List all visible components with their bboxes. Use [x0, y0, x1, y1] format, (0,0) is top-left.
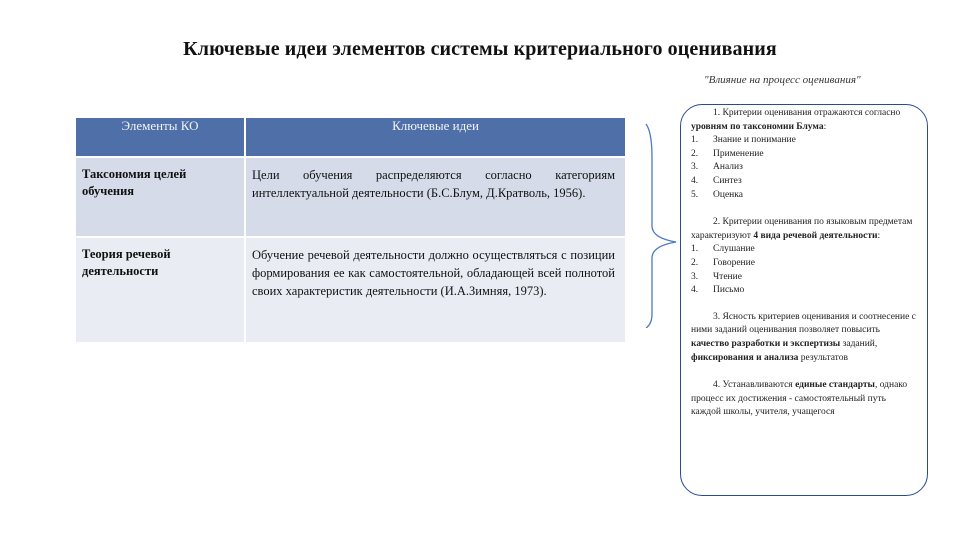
criterion-1-bold: уровням по таксономии Блума: [691, 121, 824, 132]
list-item: 3. Анализ: [691, 162, 743, 173]
list-item: 1. Слушание: [691, 244, 755, 255]
list-item: 4. Синтез: [691, 175, 742, 186]
brace-connector: [630, 118, 680, 328]
criterion-1-colon: :: [823, 121, 827, 132]
panel-subtitle: "Влияние на процесс оценивания": [704, 74, 861, 86]
criterion-3: 3. Ясность критериев оценивания и соотнесение с ними заданий оценивания позволяет повысить качество разработки и экспертизы заданий, фиксирования и анализа результатов: [691, 311, 916, 363]
table-header-row: [76, 118, 625, 157]
list-item: 2. Говорение: [691, 257, 755, 268]
header-key-ideas: Ключевые идеи: [245, 118, 625, 157]
row-idea: Цели обучения распределяются согласно категориям интеллектуальной деятельности (Б.С.Блум, Д.Кратволь, 1956).: [245, 157, 625, 237]
criterion-4: 4. Устанавливаются единые стандарты, однако процесс их достижения - самостоятельный путь каждой школы, учителя, учащегося: [691, 380, 908, 418]
list-item: 1. Знание и понимание: [691, 135, 796, 146]
list-item: 2. Применение: [691, 148, 764, 159]
list-item: 4. Письмо: [691, 285, 745, 296]
table-row: [76, 157, 625, 237]
table-row: [76, 237, 625, 342]
key-ideas-table: [76, 118, 625, 342]
criterion-1-text: 1. Критерии оценивания отражаются согласно: [713, 108, 901, 118]
list-item: 5. Оценка: [691, 189, 743, 200]
criterion-2-bold: 4 вида речевой деятельности: [753, 230, 878, 241]
row-element: Теория речевой деятельности: [76, 237, 245, 342]
criteria-panel: [680, 104, 928, 496]
criterion-2-list: [691, 243, 917, 297]
list-item: 3. Чтение: [691, 271, 742, 282]
header-elements: Элементы КО: [76, 118, 245, 157]
row-element: Таксономия целей обучения: [76, 157, 245, 237]
criterion-2-colon: :: [877, 230, 881, 241]
criterion-1-list: [691, 134, 917, 202]
criterion-1: [691, 107, 917, 202]
row-idea: Обучение речевой деятельности должно осуществляться с позиции формирования ее как самостоятельной, обладающей всей полнотой своих характеристик деятельности (И.А.Зимняя, 1973).: [245, 237, 625, 342]
criterion-2: [691, 216, 917, 298]
page-title: Ключевые идеи элементов системы критериального оценивания: [183, 38, 777, 60]
criterion-2-text: 2. Критерии оценивания по языковым предметам характеризуют: [691, 217, 913, 241]
